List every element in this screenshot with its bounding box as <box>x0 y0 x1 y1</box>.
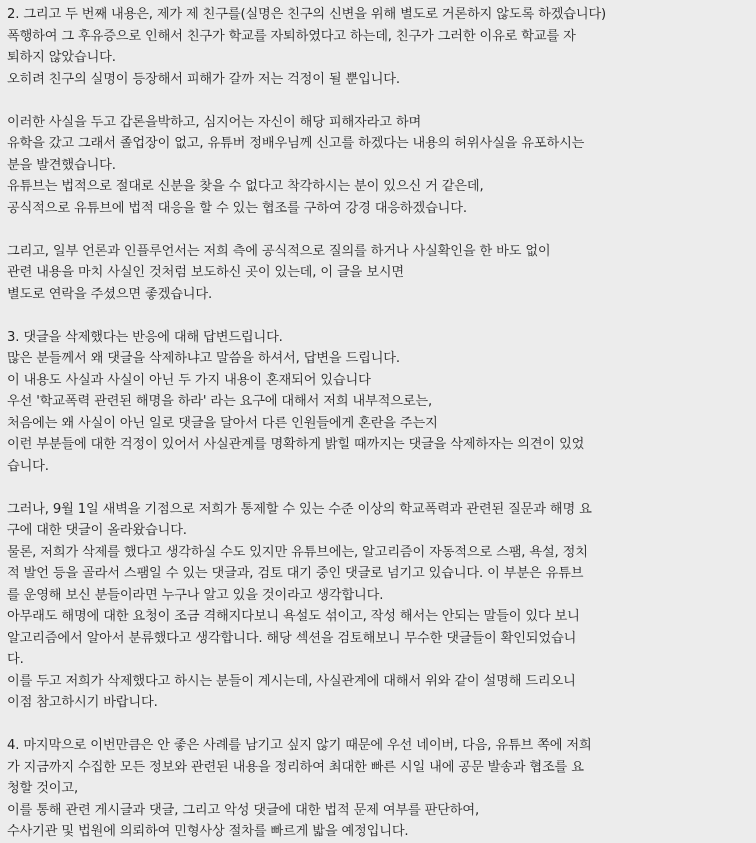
text-line: 이를 통해 관련 게시글과 댓글, 그리고 악성 댓글에 대한 법적 문제 여부를 판단하여, <box>7 802 480 818</box>
text-line: 공식적으로 유튜브에 법적 대응을 할 수 있는 협조를 구하여 강경 대응하겠습니다. <box>7 200 467 216</box>
text-line: 많은 분들께서 왜 댓글을 삭제하냐고 말씀을 하셔서, 답변을 드립니다. <box>7 351 400 366</box>
text-line: 습니다. <box>7 458 49 474</box>
text-line: 이점 참고하시기 바랍니다. <box>7 695 158 710</box>
paragraph-algorithm-explanation <box>7 499 749 714</box>
paragraph-spacer <box>7 477 749 499</box>
paragraph-4-legal-action <box>7 735 749 843</box>
paragraph-false-claims <box>7 112 749 220</box>
text-line: 그리고, 일부 언론과 인플루언서는 저희 측에 공식적으로 질의를 하거나 사실확인을 한 바도 없이 <box>7 243 551 259</box>
paragraph-spacer <box>7 90 749 112</box>
text-line: 를 운영해 보신 분들이라면 누구나 알고 있을 것이라고 생각합니다. <box>7 587 384 603</box>
text-line: 분을 발견했습니다. <box>7 157 116 173</box>
text-line: 유튜브는 법적으로 절대로 신분을 찾을 수 없다고 착각하시는 분이 있으신 거 같은데, <box>7 179 484 194</box>
text-line: 구에 대한 댓글이 올라왔습니다. <box>7 523 187 538</box>
text-line: 알고리즘에서 알아서 분류했다고 생각합니다. 해당 섹션을 검토해보니 무수한 댓글들이 확인되었습니 <box>7 630 577 646</box>
text-line: 유학을 갔고 그래서 졸업장이 없고, 유튜버 정배우님께 신고를 하겠다는 내용의 허위사실을 유포하시는 <box>7 136 585 151</box>
text-line: 오히려 친구의 실명이 등장해서 피해가 갈까 저는 걱정이 될 뿐입니다. <box>7 71 400 87</box>
text-line: 처음에는 왜 사실이 아닌 일로 댓글을 달아서 다른 인원들에게 혼란을 주는지 <box>7 415 438 431</box>
text-line: 물론, 저희가 삭제를 했다고 생각하실 수도 있지만 유튜브에는, 알고리즘이 자동적으로 스팸, 욕설, 정치 <box>7 544 588 560</box>
text-line: 폭행하여 그 후유증으로 인해서 친구가 학교를 자퇴하였다고 하는데, 친구가 그러한 이유로 학교를 자 <box>7 28 576 44</box>
text-line: 우선 '학교폭력 관련된 해명을 하라' 라는 요구에 대해서 저희 내부적으로는, <box>7 394 433 409</box>
text-line: 적 발언 등을 골라서 스팸일 수 있는 댓글과, 검토 대기 중인 댓글로 넘기고 있습니다. 이 부분은 유튜브 <box>7 566 584 581</box>
paragraph-spacer <box>7 714 749 736</box>
text-line: 가 지금까지 수집한 모든 정보와 관련된 내용을 정리하여 최대한 빠른 시일 내에 공문 발송과 협조를 요 <box>7 759 584 775</box>
text-line: 퇴하지 않았습니다. <box>7 50 116 65</box>
paragraph-spacer <box>7 305 749 327</box>
text-line: 아무래도 해명에 대한 요청이 조금 격해지다보니 욕설도 섞이고, 작성 해서는 안되는 말들이 있다 보니 <box>7 609 580 624</box>
paragraph-spacer <box>7 219 749 241</box>
text-line: 다. <box>7 652 24 667</box>
text-line: 수사기관 및 법원에 의뢰하여 민형사상 절차를 빠르게 밟을 예정입니다. <box>7 824 409 839</box>
text-line: 3. 댓글을 삭제했다는 반응에 대해 답변드립니다. <box>7 329 283 345</box>
text-line: 이러한 사실을 두고 갑론을박하고, 심지어는 자신이 해당 피해자라고 하며 <box>7 114 422 130</box>
text-line: 이런 부분들에 대한 걱정이 있어서 사실관계를 명확하게 밝힐 때까지는 댓글을 삭제하자는 의견이 있었 <box>7 437 585 452</box>
text-line: 관련 내용을 마치 사실인 것처럼 보도하신 곳이 있는데, 이 글을 보시면 <box>7 265 404 280</box>
text-line: 그러나, 9월 1일 새벽을 기점으로 저희가 통제할 수 있는 수준 이상의 학교폭력과 관련된 질문과 해명 요 <box>7 501 592 517</box>
text-line: 이 내용도 사실과 사실이 아닌 두 가지 내용이 혼재되어 있습니다 <box>7 372 371 388</box>
text-line: 청할 것이고, <box>7 781 79 796</box>
paragraph-2-second-content <box>7 4 749 90</box>
text-line: 별도로 연락을 주셨으면 좋겠습니다. <box>7 286 213 302</box>
text-line: 이를 두고 저희가 삭제했다고 하시는 분들이 계시는데, 사실관계에 대해서 위와 같이 설명해 드리오니 <box>7 673 576 689</box>
paragraph-media-request <box>7 241 749 306</box>
text-line: 4. 마지막으로 이번만큼은 안 좋은 사례를 남기고 싶지 않기 때문에 우선 네이버, 다음, 유튜브 쪽에 저희 <box>7 738 592 753</box>
paragraph-3-comment-deletion <box>7 327 749 478</box>
text-line: 2. 그리고 두 번째 내용은, 제가 제 친구를(실명은 친구의 신변을 위해 별도로 거론하지 않도록 하겠습니다) <box>7 7 607 22</box>
